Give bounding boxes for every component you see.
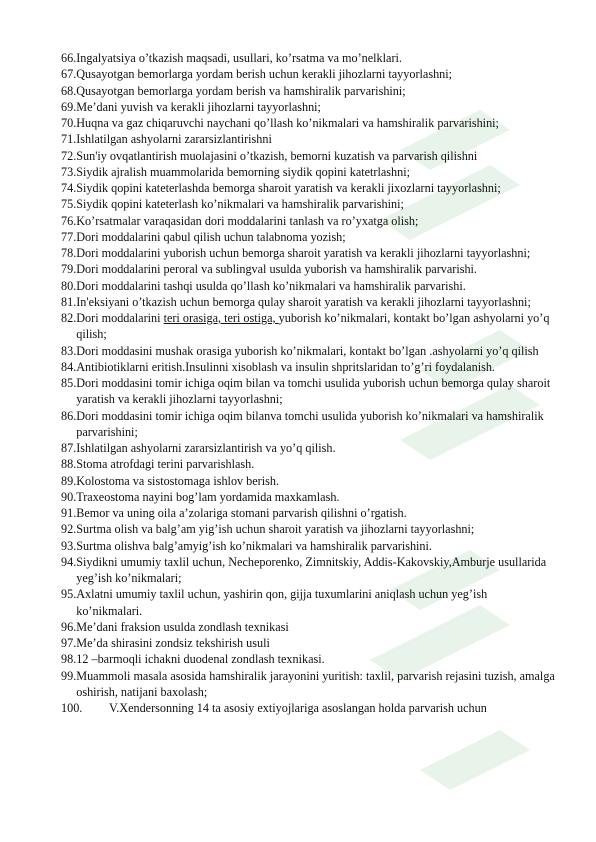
- item-number: 83.: [61, 343, 77, 358]
- item-text: In'eksiyani o’tkazish uchun bemorga qulay sharoit yaratish va kerakli jihozlarni tayyorlashni;: [76, 294, 531, 309]
- item-text: V.Xendersonning 14 ta asosiy extiyojlariga asoslangan holda parvarish uchun: [109, 701, 487, 715]
- list-item: [61, 115, 555, 131]
- item-text: Bemor va uning oila a’zolariga stomani parvarish qilishni o’rgatish.: [76, 506, 407, 520]
- item-number: 67.: [61, 67, 77, 82]
- item-number: 87.: [61, 441, 77, 455]
- list-item: [61, 651, 555, 667]
- list-item: [61, 619, 555, 635]
- item-number: 77.: [61, 229, 77, 244]
- item-text: Surtma olish va balg’am yig’ish uchun sharoit yaratish va jihozlarni tayyorlashni;: [76, 522, 475, 537]
- item-text: Ko’rsatmalar varaqasidan dori moddalarini tanlash va ro’yxatga olish;: [76, 213, 419, 228]
- item-text: Dori moddalarini yuborish uchun bemorga sharoit yaratish va kerakli jihozlarni tayyorlashni;: [76, 246, 531, 260]
- list-item: [61, 164, 555, 180]
- list-item: [61, 213, 555, 229]
- list-item: [61, 408, 555, 441]
- item-number: 70.: [61, 116, 77, 130]
- item-text: [76, 310, 555, 343]
- list-item: [61, 294, 555, 310]
- list-item: [61, 668, 555, 701]
- item-number: 80.: [61, 278, 77, 293]
- item-text: Siydik qopini kateterlashda bemorga sharoit yaratish va kerakli jixozlarni tayyorlashni;: [76, 181, 501, 195]
- list-item: [61, 50, 555, 66]
- item-number: 71.: [61, 132, 77, 147]
- item-text: Qusayotgan bemorlarga yordam berish va hamshiralik parvarishini;: [76, 83, 406, 98]
- item-text: Dori moddalarini peroral va sublingval usulda yuborish va hamshiralik parvarishi.: [76, 262, 477, 277]
- item-text-part: yuborish ko’nikmalari, kontakt bo’lgan ashyolarni yo’q qilish;: [76, 311, 550, 342]
- item-text-part: Dori moddalarini: [76, 311, 164, 325]
- list-item: [61, 99, 555, 115]
- list-item: [61, 229, 555, 245]
- item-text: Qusayotgan bemorlarga yordam berish uchun kerakli jihozlarni tayyorlashni;: [76, 67, 453, 82]
- item-number: 98.: [61, 652, 77, 667]
- item-number: 66.: [61, 51, 77, 65]
- item-number: 69.: [61, 99, 77, 114]
- item-number: 96.: [61, 619, 77, 634]
- numbered-list: [61, 50, 555, 716]
- list-item: [61, 440, 555, 456]
- item-number: 84.: [61, 359, 77, 374]
- list-item: [61, 196, 555, 212]
- list-item: [61, 131, 555, 147]
- list-item: [61, 245, 555, 261]
- item-number: 93.: [61, 538, 77, 553]
- item-text: Me’da shirasini zondsiz tekshirish usuli: [76, 636, 270, 650]
- item-text: Kolostoma va sistostomaga ishlov berish.: [76, 473, 280, 488]
- item-text: Dori moddasini tomir ichiga oqim bilan va tomchi usulida yuborish uchun bemorga qulay sharoit yaratish va kerakli jihozlarni tayyorlashni;: [76, 376, 551, 407]
- list-item: [61, 375, 555, 408]
- item-text: Axlatni umumiy taxlil uchun, yashirin qon, gijja tuxumlarini aniqlash uchun yeg’ish ko’nikmalari.: [76, 587, 488, 618]
- item-number: 85.: [61, 376, 77, 390]
- item-text: Dori moddalarini tashqi usulda qo’llash ko’nikmalari va hamshiralik parvarishi.: [76, 278, 466, 293]
- list-item: [61, 586, 555, 619]
- item-number: 72.: [61, 148, 77, 163]
- item-text: Sun'iy ovqatlantirish muolajasini o’tkazish, bemorni kuzatish va parvarish qilishni: [76, 148, 478, 163]
- item-text: Ingalyatsiya o’tkazish maqsadi, usullari, ko’rsatma va mo’nelklari.: [76, 51, 402, 65]
- item-text: Me’dani yuvish va kerakli jihozlarni tayyorlashni;: [76, 99, 321, 114]
- list-item: [61, 473, 555, 489]
- list-item: [61, 343, 555, 359]
- item-text: Ishlatilgan ashyolarni zararsizlantirish va yo’q qilish.: [76, 441, 336, 455]
- item-number: 99.: [61, 668, 77, 683]
- item-number: 68.: [61, 83, 77, 98]
- item-text: Muammoli masala asosida hamshiralik jarayonini yuritish: taxlil, parvarish rejasini tuzish, amalga oshirish, natijani baxolash;: [76, 668, 555, 699]
- item-number: 75.: [61, 197, 77, 212]
- item-text: Dori moddasini mushak orasiga yuborish ko’nikmalari, kontakt bo’lgan .ashyolarni yo’q qilish: [76, 343, 539, 358]
- item-number: 76.: [61, 213, 77, 228]
- list-item: [61, 359, 555, 375]
- list-item: [61, 489, 555, 505]
- item-number: 94.: [61, 554, 77, 569]
- item-text: Dori moddalarini qabul qilish uchun talabnoma yozish;: [76, 229, 346, 244]
- list-item: [61, 538, 555, 554]
- list-item: [61, 635, 555, 651]
- list-item: [61, 66, 555, 82]
- item-number: 73.: [61, 164, 77, 179]
- item-text: Huqna va gaz chiqaruvchi naychani qo’llash ko’nikmalari va hamshiralik parvarishini;: [76, 116, 499, 130]
- list-item: [61, 521, 555, 537]
- item-text: Surtma olishva balg’amyig’ish ko’nikmalari va hamshiralik parvarishini.: [76, 538, 432, 553]
- item-number: 82.: [61, 311, 77, 325]
- item-number: 89.: [61, 473, 77, 488]
- item-number: 97.: [61, 636, 77, 650]
- list-item: [61, 261, 555, 277]
- item-number: 100.: [61, 701, 83, 715]
- list-item: [61, 310, 555, 343]
- item-number: 74.: [61, 181, 77, 195]
- list-item: [61, 456, 555, 472]
- item-number: 86.: [61, 408, 77, 423]
- item-number: 90.: [61, 489, 77, 504]
- list-item: [61, 83, 555, 99]
- item-text: Siydikni umumiy taxlil uchun, Necheporenko, Zimnitskiy, Addis-Kakovskiy,Amburje usullarida yeg’ish ko’nikmalari;: [76, 554, 547, 585]
- list-item: [61, 278, 555, 294]
- list-item: [61, 180, 555, 196]
- item-text: Siydik ajralish muammolarida bemorning siydik qopini katetrlashni;: [76, 164, 410, 179]
- item-number: 92.: [61, 522, 77, 537]
- item-text: Ishlatilgan ashyolarni zararsizlantirishni: [76, 132, 272, 147]
- item-number: 88.: [61, 457, 77, 472]
- list-item: [61, 148, 555, 164]
- item-text: Antibiotiklarni eritish.Insulinni xisoblash va insulin shpritslaridan to’g’ri foydalanish.: [76, 359, 495, 374]
- item-text: 12 –barmoqli ichakni duodenal zondlash texnikasi.: [76, 652, 325, 667]
- item-number: 78.: [61, 246, 77, 260]
- item-number: 95.: [61, 587, 77, 602]
- item-text: Traxeostoma nayini bog’lam yordamida maxkamlash.: [76, 489, 340, 504]
- list-item: [61, 505, 555, 521]
- item-number: 81.: [61, 294, 77, 309]
- item-text-underlined: teri orasiga, teri ostiga,: [163, 311, 279, 325]
- item-number: 79.: [61, 262, 77, 277]
- item-text: Dori moddasini tomir ichiga oqim bilanva tomchi usulida yuborish ko’nikmalari va hamshiralik parvarishini;: [76, 408, 544, 439]
- item-text: Stoma atrofdagi terini parvarishlash.: [76, 457, 255, 472]
- item-text: Siydik qopini kateterlash ko’nikmalari va hamshiralik parvarishini;: [76, 197, 404, 212]
- list-item: [61, 554, 555, 587]
- item-number: 91.: [61, 506, 77, 520]
- item-text: Me’dani fraksion usulda zondlash texnikasi: [76, 619, 289, 634]
- list-item: [61, 700, 555, 716]
